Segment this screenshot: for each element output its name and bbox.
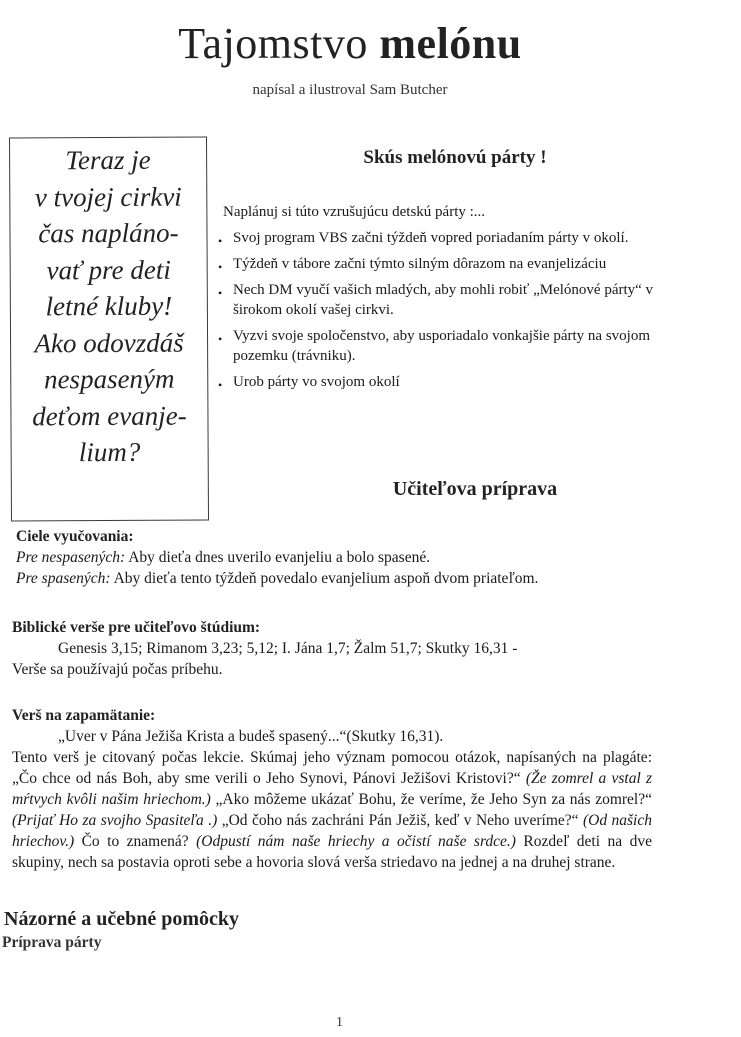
callout-line: deťom evanje- — [32, 400, 187, 431]
callout-line: Ako odovzdáš — [34, 327, 184, 358]
bullet-icon: • — [218, 234, 223, 248]
goal-unsaved — [16, 547, 731, 568]
page-title — [0, 18, 700, 69]
byline: napísal a ilustroval Sam Butcher — [252, 82, 448, 98]
callout-line: nespaseným — [43, 363, 175, 395]
question-text: Čo to znamená? — [74, 833, 197, 850]
list-item-text: Urob párty vo svojom okolí — [233, 374, 400, 390]
bullet-icon: • — [218, 286, 223, 300]
answer-text: (Od našich hriechov.) — [12, 812, 652, 850]
list-item — [215, 372, 655, 392]
goals-heading: Ciele vyučovania: — [16, 528, 134, 545]
list-item-text: Týždeň v tábore začni týmto silným dôrazom na evanjelizáciu — [233, 256, 607, 272]
bible-verses-note: Verše sa používajú počas príbehu. — [12, 661, 223, 678]
memory-verse-section — [12, 705, 652, 873]
party-heading: Skús melónovú párty ! — [363, 147, 547, 168]
callout-line: vať pre deti — [46, 254, 171, 285]
goal-unsaved-label: Pre nespasených: — [16, 549, 126, 566]
instruction-text: Rozdeľ deti na dve skupiny, nech sa postavia oproti sebe a hovoria slová verša striedavo na jednej a na druhej strane. — [12, 833, 652, 871]
goal-saved-label: Pre spasených: — [16, 570, 111, 587]
list-item — [215, 228, 655, 248]
page-number: 1 — [336, 1015, 343, 1030]
bullet-icon: • — [218, 260, 223, 274]
list-item-text: Nech DM vyučí vašich mladých, aby mohli robiť „Melónové párty“ v širokom okolí vašej cirkvi. — [233, 282, 654, 318]
bullet-icon: • — [218, 378, 223, 392]
callout-line: lium? — [78, 436, 141, 468]
party-intro: Naplánuj si túto vzrušujúcu detskú párty :... — [223, 204, 486, 220]
answer-text: (Odpustí nám naše hriechy a očistí naše srdce.) — [196, 833, 516, 850]
callout-line: Teraz je — [65, 144, 151, 176]
answer-text: (Že zomrel a vstal z mŕtvych kvôli našim hriechom.) — [12, 770, 653, 808]
callout-line: čas naplánо- — [38, 217, 179, 249]
goal-unsaved-text: Aby dieťa dnes uverilo evanjeliu a bolo spasené. — [125, 549, 431, 566]
question-text: „Ako môžeme ukázať Bohu, že veríme, že Jeho Syn za nás zomrel?“ — [210, 791, 652, 808]
question-text: Tento verš je citovaný počas lekcie. Skúmaj jeho význam pomocou otázok, napísaných na plagáte: „Čo chce od nás Boh, aby sme verili o Jeho Synovi, Pánovi Ježišovi Kristovi?“ — [12, 749, 652, 787]
goal-saved — [16, 568, 731, 589]
title-bold: melónu — [379, 19, 522, 68]
aids-subheading: Príprava párty — [2, 934, 102, 951]
list-item-text: Vyzvi svoje spoločenstvo, aby usporiadalo vonkajšie párty na svojom pozemku (trávniku). — [233, 328, 651, 364]
party-list — [215, 228, 655, 398]
answer-text: (Prijať Ho za svojho Spasiteľa .) — [12, 812, 218, 829]
list-item — [215, 326, 655, 366]
question-text: „Od čoho nás zachráni Pán Ježiš, keď v Neho uveríme?“ — [217, 812, 583, 829]
callout-line: letné kluby! — [45, 290, 173, 322]
callout-box — [9, 136, 209, 521]
list-item-text: Svoj program VBS začni týždeň vopred poriadaním párty v okolí. — [233, 230, 629, 246]
list-item — [215, 280, 655, 320]
callout-text — [10, 141, 208, 471]
goal-saved-text: Aby dieťa tento týždeň povedalo evanjelium aspoň dvom priateľom. — [110, 570, 539, 587]
bible-verses-section — [12, 617, 727, 680]
bible-verses-refs: Genesis 3,15; Rimanom 3,23; 5,12; I. Jána 1,7; Žalm 51,7; Skutky 16,31 - — [58, 640, 518, 657]
title-regular: Tajomstvo — [178, 19, 380, 68]
bullet-icon: • — [218, 332, 223, 346]
list-item — [215, 254, 655, 274]
memory-verse-heading: Verš na zapamätanie: — [12, 707, 156, 724]
aids-heading: Názorné a učebné pomôcky — [4, 908, 239, 930]
teacher-prep-heading: Učiteľova príprava — [392, 478, 558, 500]
goals-section — [16, 526, 731, 589]
memory-verse-quote: „Uver v Pána Ježiša Krista a budeš spasený...“(Skutky 16,31). — [58, 728, 444, 745]
callout-line: v tvojej cirkvi — [34, 181, 182, 212]
memory-verse-explanation — [12, 747, 652, 873]
bible-verses-heading: Biblické verše pre učiteľovo štúdium: — [12, 619, 261, 636]
